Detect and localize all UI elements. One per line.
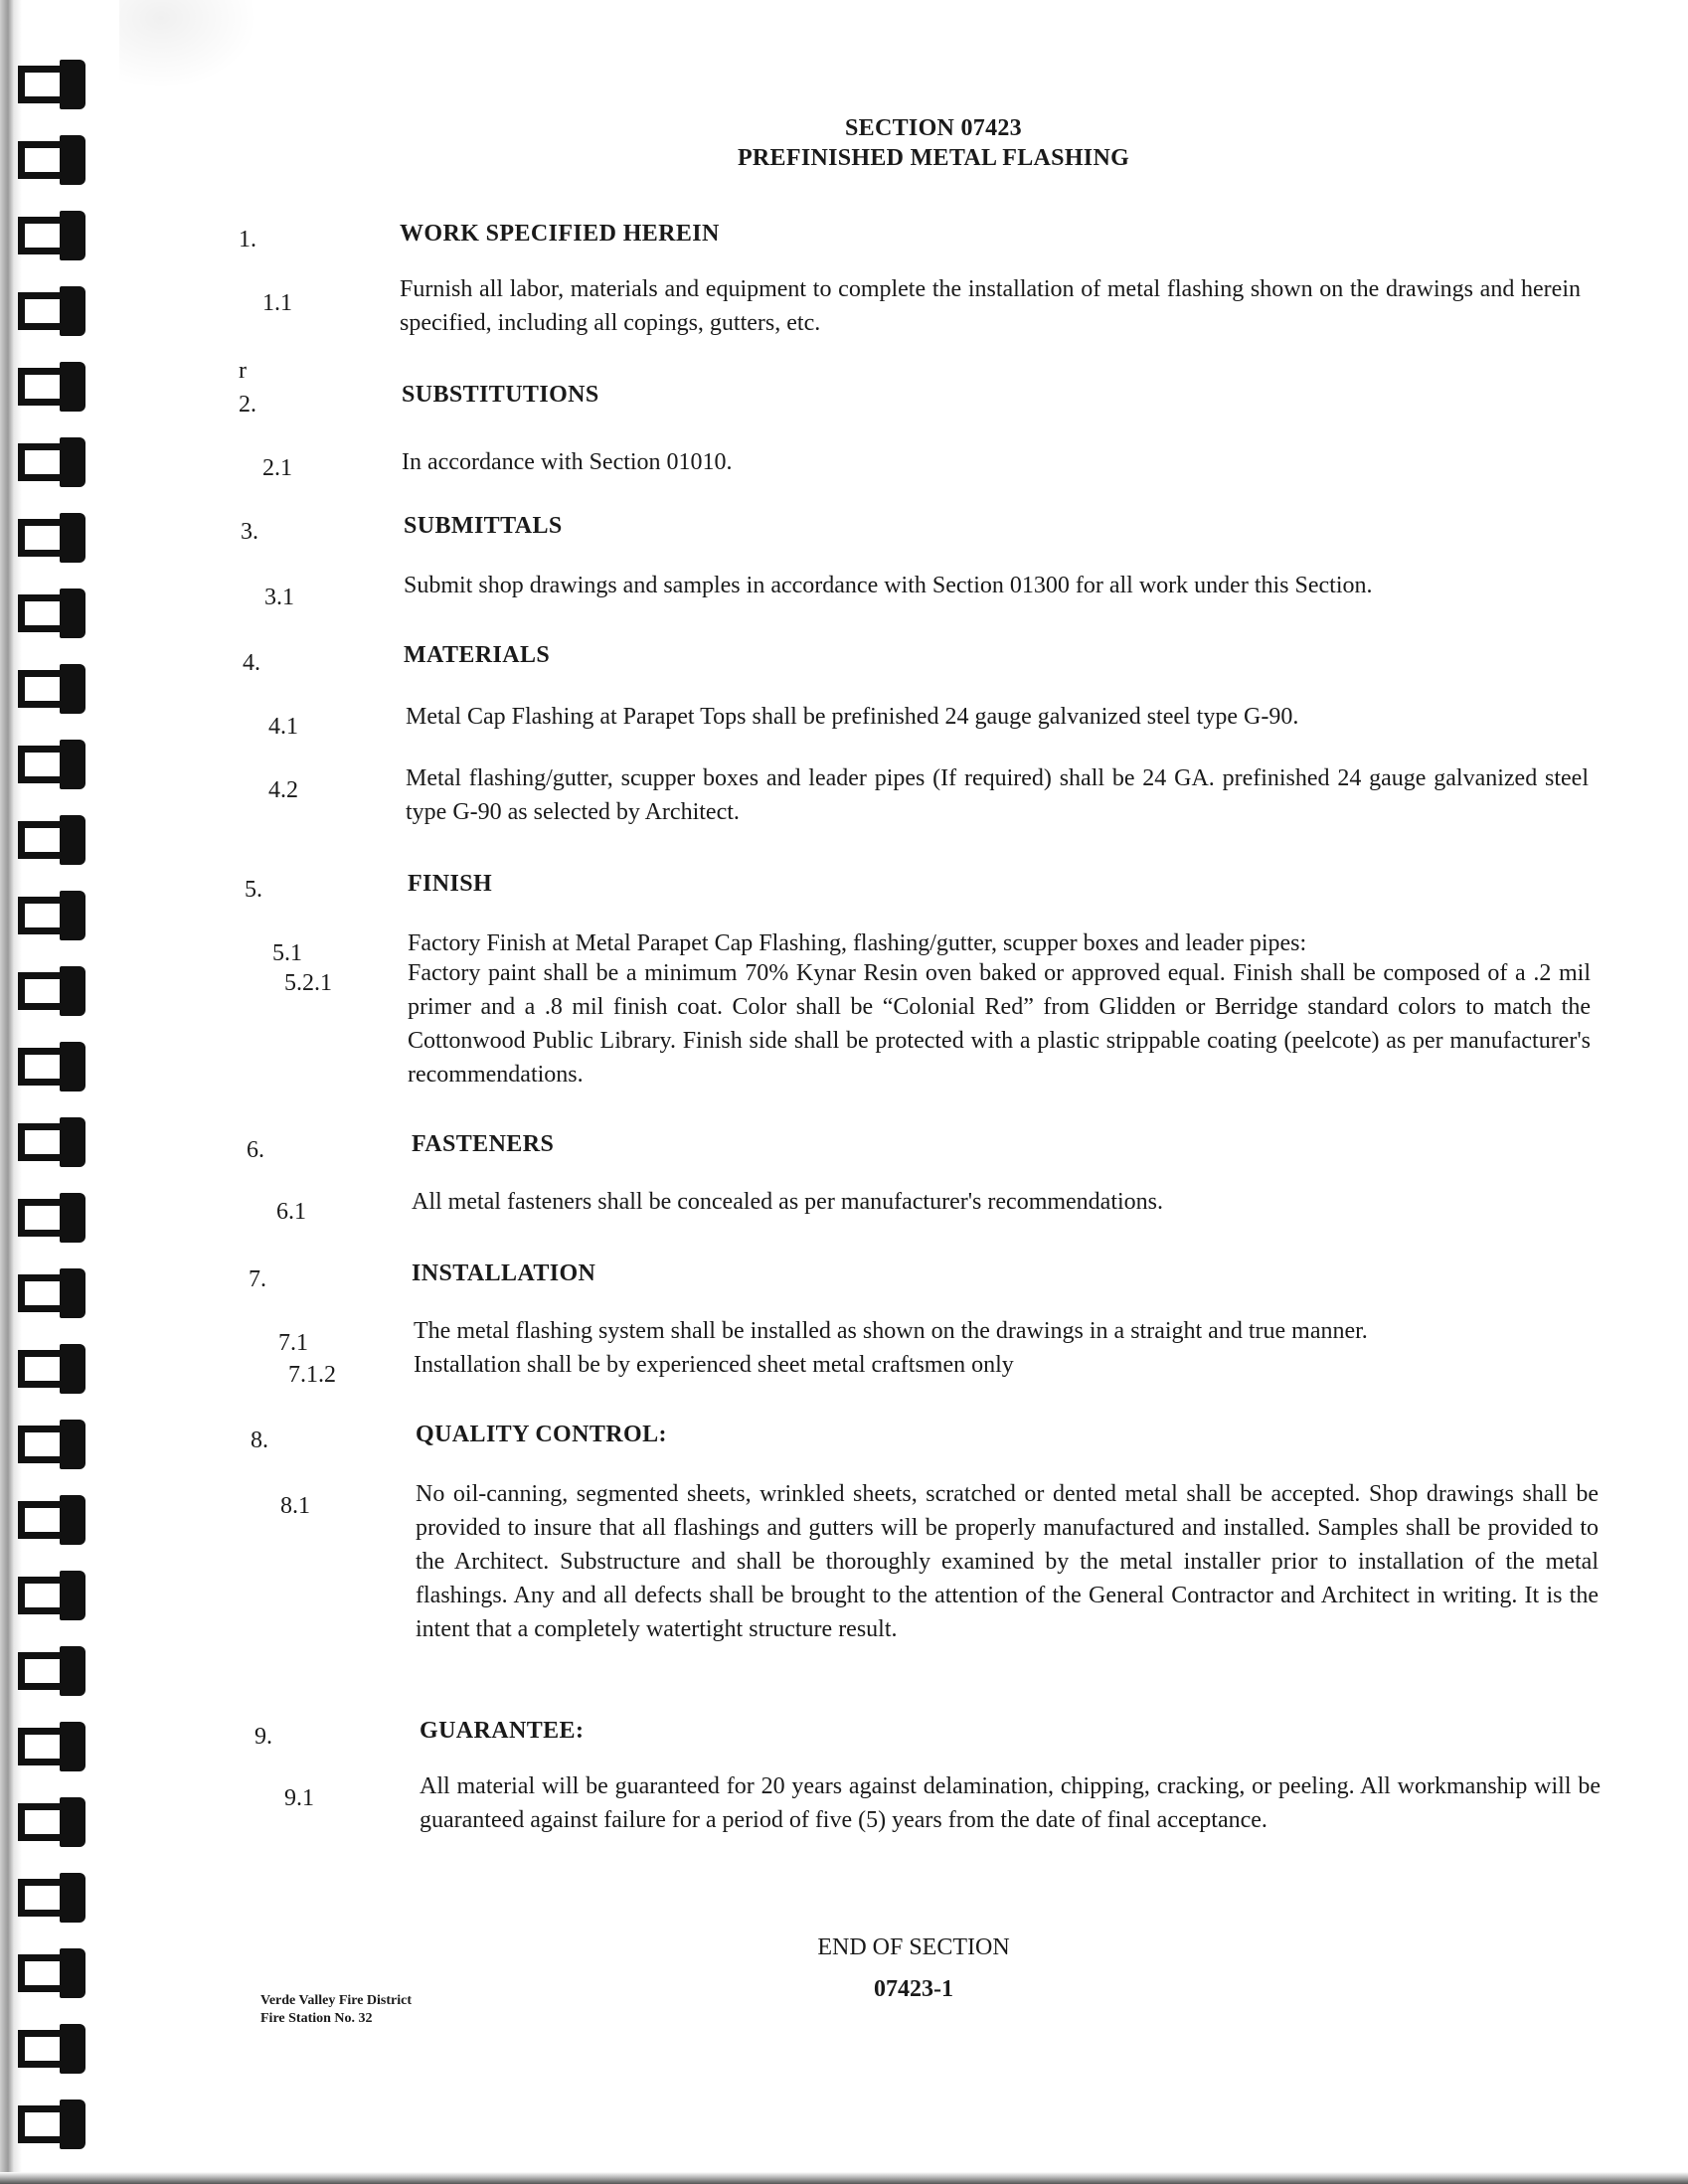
binding-ring-hole: [60, 286, 85, 336]
binding-ring: [18, 1344, 85, 1394]
binding-ring-wire: [18, 519, 60, 557]
section-heading: WORK SPECIFIED HEREIN: [400, 221, 720, 247]
binding-ring-wire: [18, 1501, 60, 1539]
binding-ring-hole: [60, 740, 85, 789]
binding-ring-hole: [60, 135, 85, 185]
section-heading: FASTENERS: [412, 1131, 555, 1157]
binding-ring-wire: [18, 66, 60, 103]
binding-ring-hole: [60, 966, 85, 1016]
binding-ring: [18, 1495, 85, 1545]
binding-ring: [18, 740, 85, 789]
binding-ring-wire: [18, 141, 60, 179]
binding-ring: [18, 1193, 85, 1243]
stray-mark: r: [239, 358, 247, 384]
binding-ring-wire: [18, 2030, 60, 2068]
binding-ring-hole: [60, 588, 85, 638]
binding-ring: [18, 2100, 85, 2149]
section-number: 8.: [251, 1428, 268, 1453]
item-number: 9.1: [284, 1785, 314, 1811]
binding-ring-hole: [60, 1420, 85, 1469]
binding-ring-wire: [18, 1803, 60, 1841]
binding-ring-wire: [18, 368, 60, 406]
binding-ring-wire: [18, 1728, 60, 1765]
binding-ring-hole: [60, 60, 85, 109]
binding-ring-wire: [18, 972, 60, 1010]
binding-ring-wire: [18, 1350, 60, 1388]
item-text: Factory paint shall be a minimum 70% Kynar Resin oven baked or approved equal. Finish shall be composed of a .2 mil primer and a .8 mil finish coat. Color shall be “Colonial Red” from Glidden or Berridge standard colors to match the Cottonwood Public Library. Finish side shall be protected with a plastic strippable coating (peelcote) as per manufacturer's recommendations.: [408, 960, 1591, 1088]
section-number: 1.: [239, 227, 256, 252]
binding-ring-hole: [60, 664, 85, 714]
scan-smudge: [119, 0, 258, 89]
binding-ring-hole: [60, 1193, 85, 1243]
page-bottom-edge: [0, 2172, 1688, 2184]
binding-ring: [18, 437, 85, 487]
section-heading: QUALITY CONTROL:: [416, 1422, 667, 1447]
item-text: In accordance with Section 01010.: [402, 449, 733, 475]
binding-ring-wire: [18, 1199, 60, 1237]
section-title: SECTION 07423: [845, 115, 1022, 141]
binding-ring: [18, 135, 85, 185]
binding-ring-hole: [60, 211, 85, 260]
section-number: 6.: [247, 1137, 264, 1163]
binding-ring-hole: [60, 437, 85, 487]
binding-ring-wire: [18, 1652, 60, 1690]
binding-ring-wire: [18, 1274, 60, 1312]
binding-ring-hole: [60, 362, 85, 412]
item-text: All material will be guaranteed for 20 years against delamination, chipping, cracking, or peeling. All workmanship will be guaranteed against failure for a period of five (5) years from the date of final acceptance.: [420, 1773, 1601, 1833]
spiral-binding: [0, 0, 129, 2184]
item-number: 7.1: [278, 1330, 308, 1356]
item-text: Installation shall be by experienced sheet metal craftsmen only: [414, 1352, 1014, 1378]
binding-ring-wire: [18, 670, 60, 708]
binding-ring-wire: [18, 1879, 60, 1917]
binding-ring: [18, 1571, 85, 1620]
item-number: 4.2: [268, 777, 298, 803]
binding-ring: [18, 664, 85, 714]
binding-ring-wire: [18, 2105, 60, 2143]
item-text: Metal Cap Flashing at Parapet Tops shall be prefinished 24 gauge galvanized steel type G-90.: [406, 704, 1299, 730]
section-heading: SUBMITTALS: [404, 513, 563, 539]
binding-ring-wire: [18, 292, 60, 330]
binding-ring: [18, 1042, 85, 1092]
item-text: Submit shop drawings and samples in accordance with Section 01300 for all work under this Section.: [404, 573, 1373, 598]
binding-ring: [18, 891, 85, 940]
binding-ring: [18, 966, 85, 1016]
binding-ring: [18, 60, 85, 109]
binding-ring-wire: [18, 1954, 60, 1992]
item-number: 7.1.2: [288, 1362, 336, 1388]
item-number: 8.1: [280, 1493, 310, 1519]
binding-ring-hole: [60, 1722, 85, 1771]
item-text: All metal fasteners shall be concealed as per manufacturer's recommendations.: [412, 1189, 1164, 1215]
binding-ring-wire: [18, 1577, 60, 1614]
item-number: 2.1: [262, 455, 292, 481]
binding-ring: [18, 211, 85, 260]
binding-ring: [18, 286, 85, 336]
footer-project-name: Verde Valley Fire District: [260, 1993, 413, 2008]
section-subtitle: PREFINISHED METAL FLASHING: [737, 145, 1130, 171]
binding-ring: [18, 1722, 85, 1771]
binding-ring-hole: [60, 513, 85, 563]
binding-ring-wire: [18, 1123, 60, 1161]
section-number: 7.: [249, 1266, 266, 1292]
section-number: 2.: [239, 392, 256, 418]
section-number: 5.: [245, 877, 262, 903]
section-heading: INSTALLATION: [412, 1260, 596, 1286]
item-number: 3.1: [264, 585, 294, 610]
binding-ring-hole: [60, 1571, 85, 1620]
binding-ring: [18, 1873, 85, 1923]
section-number: 3.: [241, 519, 258, 545]
section-heading: GUARANTEE:: [420, 1718, 585, 1744]
binding-ring: [18, 1117, 85, 1167]
binding-ring: [18, 362, 85, 412]
binding-ring-hole: [60, 1873, 85, 1923]
page-number: 07423-1: [874, 1976, 953, 2002]
binding-ring: [18, 1268, 85, 1318]
section-number: 4.: [243, 650, 260, 676]
binding-ring-wire: [18, 217, 60, 254]
binding-ring-hole: [60, 2100, 85, 2149]
section-number: 9.: [254, 1724, 272, 1750]
item-number: 5.2.1: [284, 970, 332, 996]
binding-ring: [18, 588, 85, 638]
binding-ring-hole: [60, 1344, 85, 1394]
end-of-section: END OF SECTION: [817, 1934, 1010, 1960]
binding-ring-wire: [18, 897, 60, 934]
item-text: No oil-canning, segmented sheets, wrinkled sheets, scratched or dented metal shall be accepted. Shop drawings shall be provided to insure that all flashings and gutters will be properly manufactured and installed. Samples shall be provided to the Architect. Substructure and shall be thoroughly examined by the metal installer prior to installation of the metal flashings. Any and all defects shall be brought to the attention of the General Contractor and Architect in writing. It is the intent that a completely watertight structure result.: [416, 1481, 1599, 1642]
binding-ring-wire: [18, 1048, 60, 1086]
binding-ring-wire: [18, 594, 60, 632]
binding-ring: [18, 1646, 85, 1696]
item-number: 5.1: [272, 940, 302, 966]
item-text: Metal flashing/gutter, scupper boxes and leader pipes (If required) shall be 24 GA. prefinished 24 gauge galvanized steel type G-90 as selected by Architect.: [406, 765, 1589, 825]
binding-ring: [18, 2024, 85, 2074]
binding-ring-hole: [60, 1268, 85, 1318]
footer-station: Fire Station No. 32: [260, 2011, 373, 2026]
binding-ring-wire: [18, 746, 60, 783]
section-heading: FINISH: [408, 871, 493, 897]
binding-ring-hole: [60, 891, 85, 940]
item-text: The metal flashing system shall be installed as shown on the drawings in a straight and true manner.: [414, 1318, 1368, 1344]
binding-ring: [18, 1797, 85, 1847]
binding-ring-wire: [18, 1426, 60, 1463]
binding-ring-hole: [60, 1117, 85, 1167]
binding-ring: [18, 1420, 85, 1469]
binding-ring: [18, 815, 85, 865]
section-heading: SUBSTITUTIONS: [402, 382, 599, 408]
section-heading: MATERIALS: [404, 642, 551, 668]
binding-ring-hole: [60, 1495, 85, 1545]
item-number: 4.1: [268, 714, 298, 740]
binding-ring-wire: [18, 821, 60, 859]
binding-ring-hole: [60, 1797, 85, 1847]
item-text: Factory Finish at Metal Parapet Cap Flashing, flashing/gutter, scupper boxes and leader pipes:: [408, 930, 1307, 956]
item-number: 6.1: [276, 1199, 306, 1225]
binding-ring-hole: [60, 815, 85, 865]
item-number: 1.1: [262, 290, 292, 316]
binding-ring-wire: [18, 443, 60, 481]
binding-ring: [18, 513, 85, 563]
binding-ring-hole: [60, 2024, 85, 2074]
binding-ring-hole: [60, 1042, 85, 1092]
binding-ring-hole: [60, 1646, 85, 1696]
item-text: Furnish all labor, materials and equipment to complete the installation of metal flashing shown on the drawings and herein specified, including all copings, gutters, etc.: [400, 276, 1581, 336]
